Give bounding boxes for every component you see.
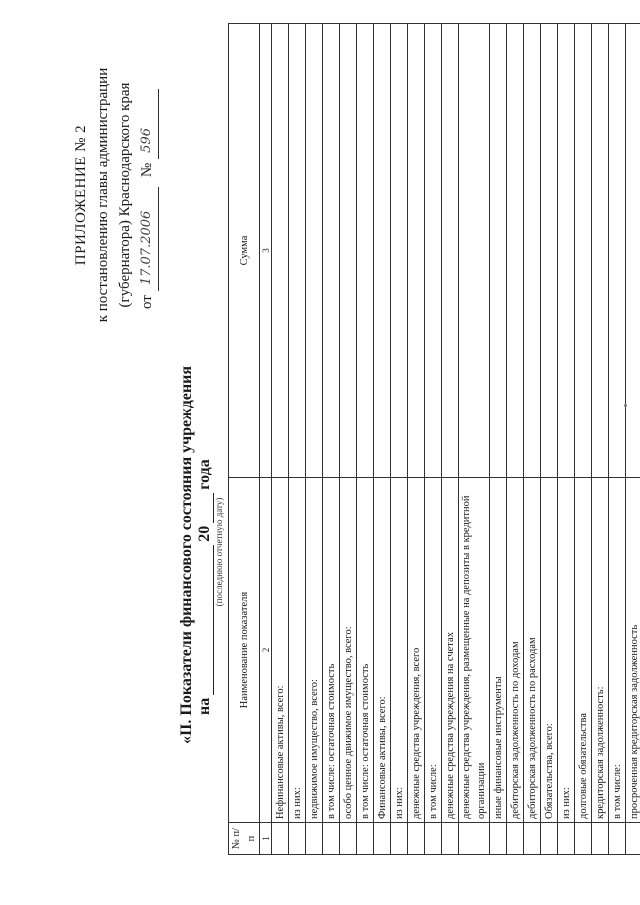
period-prefix: на bbox=[196, 697, 213, 715]
row-num bbox=[575, 823, 592, 855]
row-sum bbox=[408, 24, 425, 478]
table-index-row bbox=[260, 24, 272, 855]
index-3: 3 bbox=[260, 24, 272, 478]
row-num bbox=[306, 823, 323, 855]
row-num bbox=[592, 823, 609, 855]
appendix-header bbox=[70, 45, 159, 345]
row-name: из них: bbox=[391, 478, 408, 823]
handwritten-number: 596 bbox=[136, 89, 159, 159]
row-sum bbox=[323, 24, 340, 478]
row-sum bbox=[575, 24, 592, 478]
table-row bbox=[323, 24, 340, 855]
index-1: 1 bbox=[260, 823, 272, 855]
row-name: из них: bbox=[558, 478, 575, 823]
row-sum bbox=[459, 24, 490, 478]
row-name: в том числе: остаточная стоимость bbox=[357, 478, 374, 823]
row-name: дебиторская задолженность по расходам bbox=[524, 478, 541, 823]
table-row bbox=[459, 24, 490, 855]
table-row bbox=[374, 24, 391, 855]
table-row bbox=[558, 24, 575, 855]
row-name: особо ценное движимое имущество, всего: bbox=[340, 478, 357, 823]
handwritten-date: 17.07.2006 bbox=[136, 187, 159, 291]
row-num bbox=[459, 823, 490, 855]
row-sum bbox=[340, 24, 357, 478]
row-num bbox=[626, 823, 640, 855]
table-row bbox=[575, 24, 592, 855]
row-name: Обязательства, всего: bbox=[541, 478, 558, 823]
date-blank bbox=[196, 545, 214, 695]
row-num bbox=[391, 823, 408, 855]
row-name: денежные средства учреждения на счетах bbox=[442, 478, 459, 823]
row-num bbox=[272, 823, 289, 855]
row-sum bbox=[391, 24, 408, 478]
table-row bbox=[592, 24, 609, 855]
row-num bbox=[374, 823, 391, 855]
row-name: из них: bbox=[289, 478, 306, 823]
table-row bbox=[357, 24, 374, 855]
period-suffix: года bbox=[196, 459, 213, 490]
row-num bbox=[357, 823, 374, 855]
row-sum bbox=[425, 24, 442, 478]
row-name: Нефинансовые активы, всего: bbox=[272, 478, 289, 823]
table-row bbox=[408, 24, 425, 855]
table-row bbox=[425, 24, 442, 855]
table-row bbox=[391, 24, 408, 855]
year-blank bbox=[196, 493, 214, 523]
table-row bbox=[609, 24, 626, 855]
row-num bbox=[323, 823, 340, 855]
scan-speck bbox=[624, 404, 627, 407]
row-name: в том числе: bbox=[609, 478, 626, 823]
row-sum bbox=[558, 24, 575, 478]
row-num bbox=[524, 823, 541, 855]
row-num bbox=[507, 823, 524, 855]
row-name: просроченная кредиторская задолженность bbox=[626, 478, 640, 823]
index-2: 2 bbox=[260, 478, 272, 823]
table-row bbox=[289, 24, 306, 855]
row-sum bbox=[541, 24, 558, 478]
row-sum bbox=[592, 24, 609, 478]
row-name: кредиторская задолженность: bbox=[592, 478, 609, 823]
row-sum bbox=[524, 24, 541, 478]
number-label: № bbox=[139, 162, 155, 178]
row-num bbox=[408, 823, 425, 855]
table-row bbox=[272, 24, 289, 855]
row-name: недвижимое имущество, всего: bbox=[306, 478, 323, 823]
row-num bbox=[442, 823, 459, 855]
row-sum bbox=[289, 24, 306, 478]
row-sum bbox=[374, 24, 391, 478]
year-prefix: 20 bbox=[196, 525, 213, 542]
row-name: долговые обязательства bbox=[575, 478, 592, 823]
row-num bbox=[558, 823, 575, 855]
resolution-line-1: к постановлению главы администрации bbox=[95, 67, 111, 323]
from-label: от bbox=[139, 295, 155, 309]
row-num bbox=[541, 823, 558, 855]
row-sum bbox=[272, 24, 289, 478]
row-name: иные финансовые инструменты bbox=[490, 478, 507, 823]
row-num bbox=[490, 823, 507, 855]
row-name: Финансовые активы, всего: bbox=[374, 478, 391, 823]
row-name: денежные средства учреждения, всего bbox=[408, 478, 425, 823]
header-num: № п/п bbox=[229, 823, 260, 855]
row-sum bbox=[626, 24, 640, 478]
table-row bbox=[626, 24, 640, 855]
header-sum: Сумма bbox=[229, 24, 260, 478]
row-sum bbox=[357, 24, 374, 478]
table-row bbox=[490, 24, 507, 855]
table-row bbox=[541, 24, 558, 855]
resolution-date-number bbox=[136, 45, 159, 309]
row-name: в том числе: остаточная стоимость bbox=[323, 478, 340, 823]
table-row bbox=[524, 24, 541, 855]
period-line bbox=[196, 375, 214, 715]
row-num bbox=[609, 823, 626, 855]
row-name: денежные средства учреждения, размещенные на депозиты в кредитной организации bbox=[459, 478, 490, 823]
table-row bbox=[306, 24, 323, 855]
row-num bbox=[289, 823, 306, 855]
document-title: «II. Показатели финансового состояния учреждения bbox=[178, 365, 195, 745]
row-sum bbox=[442, 24, 459, 478]
row-name: в том числе: bbox=[425, 478, 442, 823]
row-sum bbox=[490, 24, 507, 478]
row-sum bbox=[609, 24, 626, 478]
table-row bbox=[340, 24, 357, 855]
row-name: дебиторская задолженность по доходам bbox=[507, 478, 524, 823]
row-num bbox=[340, 823, 357, 855]
appendix-title: ПРИЛОЖЕНИЕ № 2 bbox=[73, 124, 89, 266]
row-num bbox=[425, 823, 442, 855]
table-row bbox=[507, 24, 524, 855]
financial-indicators-table bbox=[228, 23, 640, 855]
period-note: (последнюю отчетную дату) bbox=[214, 497, 224, 607]
table-row bbox=[442, 24, 459, 855]
resolution-line-2: (губернатора) Краснодарского края bbox=[117, 82, 133, 308]
header-name: Наименование показателя bbox=[229, 478, 260, 823]
row-sum bbox=[306, 24, 323, 478]
table-header-row bbox=[229, 24, 260, 855]
row-sum bbox=[507, 24, 524, 478]
